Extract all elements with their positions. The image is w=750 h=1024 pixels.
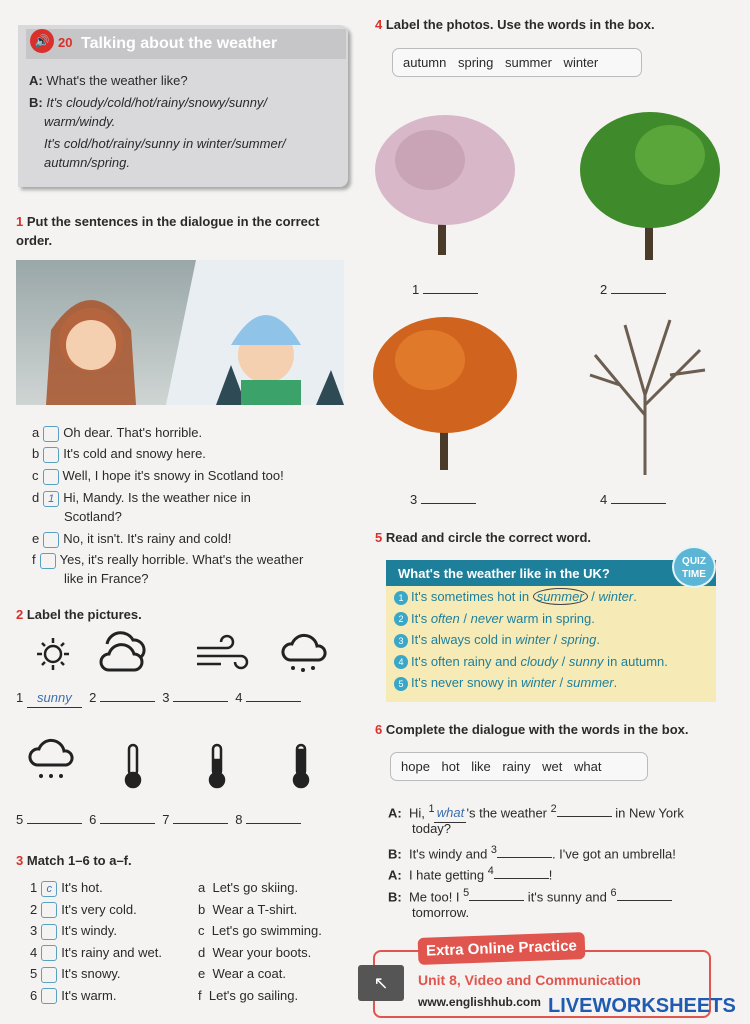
ex6-word-box: hope hot like rainy wet what [390,752,648,781]
match-box[interactable] [41,988,57,1004]
match-right-item: c Let's go swimming. [198,923,322,938]
option-1[interactable]: cloudy [520,653,559,669]
laptop-cursor-icon: ↖ [358,965,404,1001]
order-box[interactable] [43,426,59,442]
match-left-item: 3 It's windy. [30,923,117,938]
quiz-title: What's the weather like in the UK? [386,560,716,586]
extra-practice-title: Extra Online Practice [418,932,586,965]
audio-speaker-icon[interactable]: 🔊 [30,29,54,53]
phrase-a: What's the weather like? [46,73,188,88]
order-box[interactable] [43,447,59,463]
track-number: 20 [58,35,73,50]
quiz-item: 3 It's always cold in winter / spring. [386,629,716,651]
rain-cloud-icon [283,635,325,672]
liveworksheets-watermark: LIVEWORKSHEETS [548,995,736,1017]
match-right-item: b Wear a T-shirt. [198,901,298,917]
quiz-panel [386,560,716,702]
order-box[interactable]: 1 [43,491,59,507]
option-2[interactable]: summer [566,675,614,691]
winter-tree-photo [590,320,705,475]
option-2[interactable]: never [470,610,504,626]
phrase-box-title: Talking about the weather [26,29,346,59]
sun-icon [37,638,69,670]
ex3-heading: 3 Match 1–6 to a–f. [16,853,132,868]
unit-link[interactable]: Unit 8, Video and Communication [418,972,641,988]
thermometer-low-icon [126,745,140,787]
dialogue-item: f Yes, it's really horrible. What's the weather like in France? [32,552,304,586]
match-box[interactable]: c [41,881,57,897]
dialogue-line-4b: tomorrow. [412,905,470,920]
quiz-item: 5 It's never snowy in winter / summer. [386,672,716,694]
option-2[interactable]: winter [598,589,634,604]
dialogue-item: e No, it isn't. It's rainy and cold! [32,531,232,546]
ex1-heading: 1 Put the sentences in the dialogue in the correct order. [16,214,320,248]
speaker-a: A: [29,73,43,88]
thermometer-high-icon [294,745,308,787]
option-1[interactable]: winter [521,675,556,691]
match-left-item: 1 c It's hot. [30,880,103,895]
quiz-time-badge: QUIZ TIME [672,546,716,588]
ex4-word-box: autumn spring summer winter [392,48,642,77]
match-box[interactable] [41,967,57,983]
wind-icon [197,636,247,668]
dialogue-line-3: A: I hate getting $^4$ ! [388,865,553,883]
speaker-b: B: [29,95,43,110]
dialogue-item: b It's cold and snowy here. [32,446,206,461]
match-right-item: e Wear a coat. [198,966,286,981]
weather-icons [25,630,345,795]
photo-label-4: 4 [600,490,666,509]
photo-label-1: 1 [412,280,478,299]
ex5-heading: 5 Read and circle the correct word. [375,530,592,545]
phrase-b2: warm/windy. [44,114,116,129]
match-left-item: 6 It's warm. [30,987,117,1003]
dialogue-line-1: A: Hi, $^1$ what 's the weather $^2$ in New York [388,800,684,823]
match-box[interactable] [41,924,57,940]
match-box[interactable] [41,902,57,918]
option-1[interactable]: winter [515,632,551,648]
option-2[interactable]: spring [560,632,597,648]
option-1[interactable]: often [430,610,460,626]
option-1[interactable]: summer [533,588,588,605]
phrase-box [18,25,348,187]
dialogue-line-2: B: It's windy and $^3$ . I've got an umbrella! [388,844,676,862]
summer-tree-photo [580,112,720,260]
website-url[interactable]: www.englishhub.com [418,995,541,1009]
match-box[interactable] [41,945,57,961]
match-right-item: a Let's go skiing. [198,880,299,895]
snow-cloud-icon [30,740,72,778]
thermometer-mid-icon [210,745,224,787]
photo-label-2: 2 [600,280,666,299]
phone-call-illustration [16,260,344,405]
match-right-item: f Let's go sailing. [198,987,299,1003]
quiz-item: 2 It's often / never warm in spring. [386,608,716,630]
match-left-item: 5 It's snowy. [30,966,121,981]
dialogue-item: d 1 Hi, Mandy. Is the weather nice in Scotland? [32,490,251,524]
dialogue-line-4: B: Me too! I $^5$ it's sunny and $^6$ [388,884,672,906]
photo-label-3: 3 [410,490,476,509]
match-left-item: 2 It's very cold. [30,901,137,917]
phrase-b4: autumn/spring. [44,155,130,170]
phrase-b1: It's cloudy/cold/hot/rainy/snowy/sunny/ [46,95,268,110]
answer-1[interactable]: sunny [27,688,82,708]
tree-photos [370,105,750,505]
quiz-item: 4 It's often rainy and cloudy / sunny in autumn. [386,651,716,673]
match-left-item: 4 It's rainy and wet. [30,944,162,960]
spring-tree-photo [375,115,515,255]
order-box[interactable] [43,532,59,548]
dialogue-item: a Oh dear. That's horrible. [32,425,203,440]
ex6-heading: 6 Complete the dialogue with the words in the box. [375,722,689,737]
order-box[interactable] [43,469,59,485]
dialogue-item: c Well, I hope it's snowy in Scotland too! [32,468,284,483]
ex2-heading: 2 Label the pictures. [16,607,142,622]
quiz-item: 1 It's sometimes hot in summer / winter. [386,586,716,608]
phrase-b3: It's cold/hot/rainy/sunny in winter/summer/ [44,136,286,151]
match-right-item: d Wear your boots. [198,944,312,960]
ex2-row2: 5 6 7 8 [16,810,301,829]
cloud-icon [101,633,144,670]
dialogue-line-1b: today? [412,821,452,836]
order-box[interactable] [40,553,56,569]
autumn-tree-photo [373,317,517,470]
ex4-heading: 4 Label the photos. Use the words in the box. [375,17,655,32]
ex2-row1: 1 sunny 2 3 4 [16,688,301,708]
option-2[interactable]: sunny [568,653,604,669]
